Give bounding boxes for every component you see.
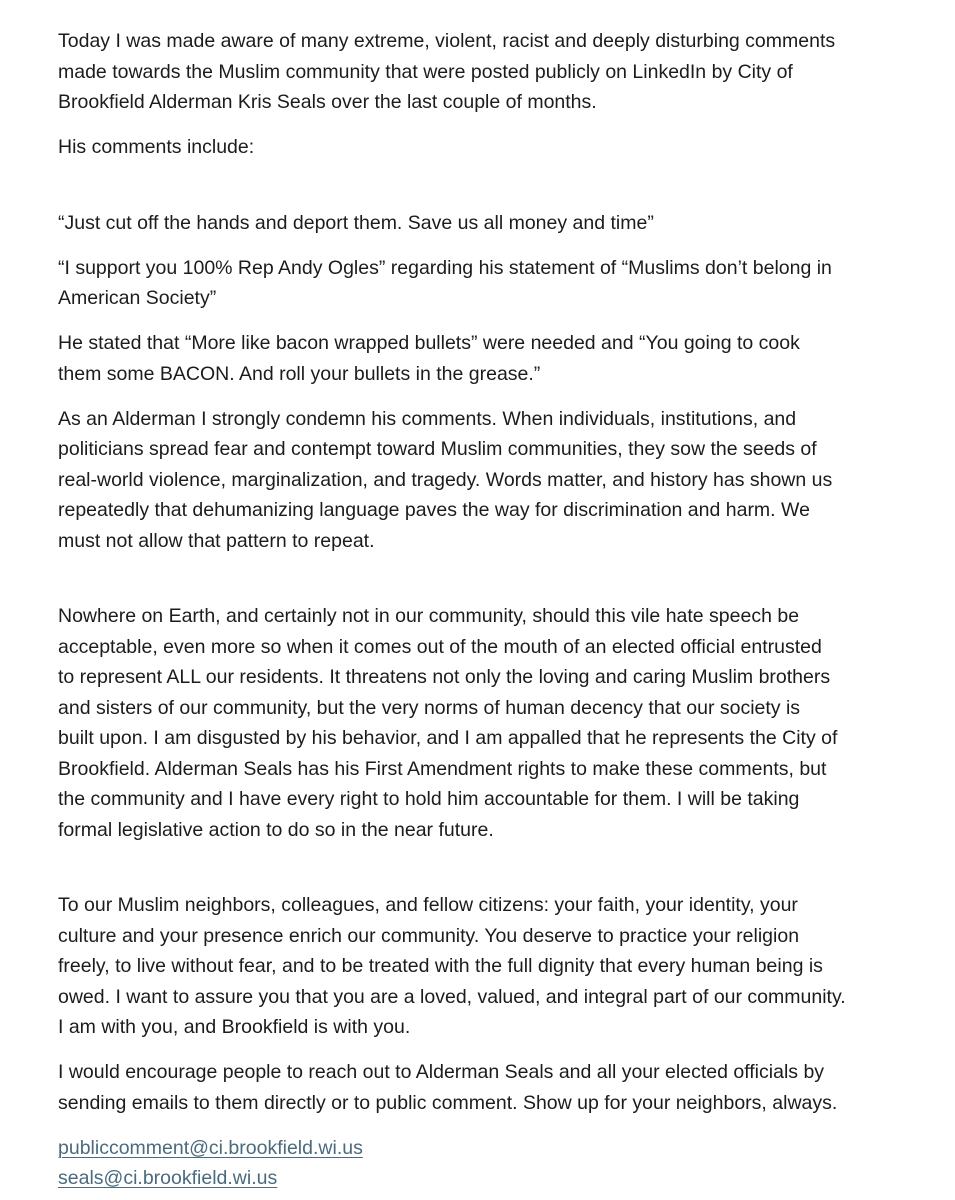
text-line: I am with you, and Brookfield is with you.: [58, 1016, 411, 1038]
neighbors-paragraph: [58, 890, 918, 1043]
text-line: sending emails to them directly or to public comment. Show up for your neighbors, always.: [58, 1091, 838, 1114]
quote-3: [58, 328, 918, 389]
text-line: repeatedly that dehumanizing language paves the way for discrimination and harm. We: [58, 499, 810, 521]
comments-intro: [58, 132, 918, 163]
text-line: them some BACON. And roll your bullets in the grease.”: [58, 362, 541, 385]
encourage-paragraph: [58, 1057, 918, 1118]
text-line: I would encourage people to reach out to Alderman Seals and all your elected officials by: [58, 1061, 825, 1083]
text-line: American Society”: [58, 287, 217, 309]
text-line: acceptable, even more so when it comes out of the mouth of an elected official entrusted: [58, 635, 822, 658]
text-line: built upon. I am disgusted by his behavior, and I am appalled that he represents the City of: [58, 727, 838, 749]
email-links: [58, 1133, 918, 1194]
quote-2: [58, 253, 918, 314]
text-line: must not allow that pattern to repeat.: [58, 529, 375, 552]
text-line: Brookfield. Alderman Seals has his First Amendment rights to make these comments, but: [58, 757, 827, 780]
quote-1: [58, 208, 918, 239]
text-line: freely, to live without fear, and to be treated with the full dignity that every human being is: [58, 955, 823, 977]
text-line: “Just cut off the hands and deport them. Save us all money and time”: [58, 211, 654, 234]
text-line: owed. I want to assure you that you are a loved, valued, and integral part of our community.: [58, 985, 846, 1008]
hate-speech-paragraph: [58, 601, 918, 845]
text-line: To our Muslim neighbors, colleagues, and fellow citizens: your faith, your identity, your: [58, 894, 798, 916]
text-line: Brookfield Alderman Kris Seals over the last couple of months.: [58, 91, 597, 113]
intro-paragraph: [58, 26, 918, 118]
text-line: “I support you 100% Rep Andy Ogles” regarding his statement of “Muslims don’t belong in: [58, 256, 832, 279]
text-line: made towards the Muslim community that were posted publicly on LinkedIn by City of: [58, 60, 793, 83]
text-line: He stated that “More like bacon wrapped bullets” were needed and “You going to cook: [58, 332, 800, 354]
text-line: As an Alderman I strongly condemn his comments. When individuals, institutions, and: [58, 407, 797, 430]
text-line: real-world violence, marginalization, and tragedy. Words matter, and history has shown us: [58, 468, 833, 491]
letter-body: [58, 26, 918, 1194]
text-line: culture and your presence enrich our community. You deserve to practice your religion: [58, 924, 800, 947]
text-line: Today I was made aware of many extreme, violent, racist and deeply disturbing comments: [58, 30, 836, 52]
condemn-paragraph: [58, 404, 918, 557]
text-line: to represent ALL our residents. It threatens not only the loving and caring Muslim brothers: [58, 666, 831, 688]
text-line: and sisters of our community, but the very norms of human decency that our society is: [58, 696, 801, 719]
text-line: formal legislative action to do so in the near future.: [58, 818, 494, 841]
text-line: the community and I have every right to hold him accountable for them. I will be taking: [58, 788, 800, 810]
seals-email-link[interactable]: seals@ci.brookfield.wi.us: [58, 1167, 278, 1189]
text-line: Nowhere on Earth, and certainly not in our community, should this vile hate speech be: [58, 605, 800, 627]
text-line: His comments include:: [58, 136, 255, 158]
text-line: politicians spread fear and contempt toward Muslim communities, they sow the seeds of: [58, 438, 817, 460]
public-comment-email-link[interactable]: publiccomment@ci.brookfield.wi.us: [58, 1136, 363, 1159]
